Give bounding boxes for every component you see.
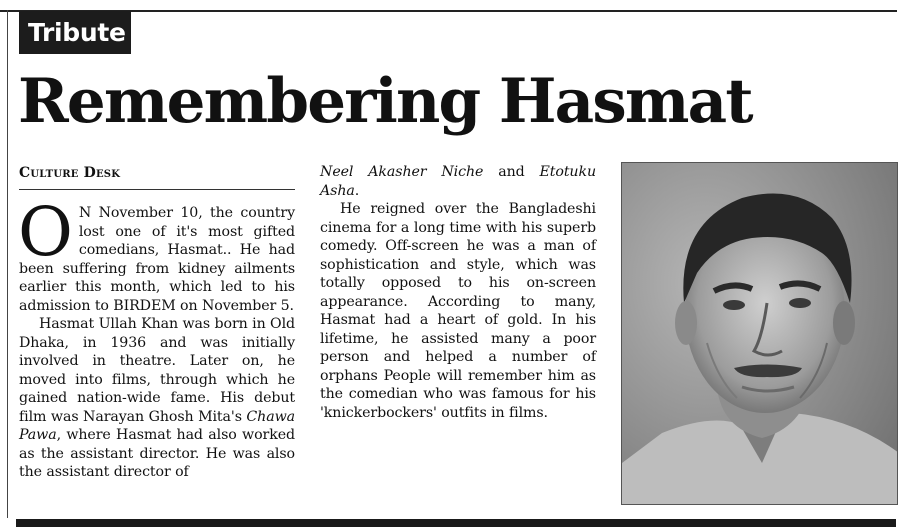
paragraph-2-text: Hasmat Ullah Khan was born in Old Dhaka, in 1936 and was initially involved in theatre. Later on, he moved into films, through which he gained nation-wide fame. His debut film was Narayan Ghosh Mita's	[19, 316, 295, 425]
paragraph-3-text: He reigned over the Bangladeshi cinema for a long time with his superb comedy. Off-screen he was a man of sophistication and style, which was totally opposed to his on-screen appearance. According to many, Hasmat had a heart of gold. In his lifetime, he assisted many a poor person and helped a number of orphans People will remember him as the comedian who was famous for his 'knickerbockers' outfits in films.	[320, 201, 596, 421]
byline: Culture Desk	[19, 165, 121, 181]
bottom-rule	[16, 519, 896, 527]
article-column-2	[320, 163, 596, 422]
paragraph-2-tail-text: , where Hasmat had also worked as the assistant director. He was also the assistant director of	[19, 427, 295, 480]
left-rule	[7, 10, 8, 518]
paragraph-1-text: N November 10, the country lost one of it's most gifted comedians, Hasmat.. He had been suffering from kidney ailments earlier this month, which led to his admission to BIRDEM on November 5.	[19, 205, 295, 314]
portrait-photo	[621, 162, 898, 505]
paragraph-2-end: .	[354, 182, 360, 199]
byline-rule	[19, 189, 295, 190]
portrait-illustration	[622, 163, 898, 505]
paragraph-2	[19, 315, 295, 482]
top-rule	[0, 10, 897, 12]
paragraph-2-cont	[320, 163, 596, 200]
conjunction-text: and	[483, 164, 540, 180]
headline: Remembering Hasmat	[18, 66, 752, 137]
paragraph-1	[18, 193, 295, 315]
film-title-neel-akasher-niche: Neel Akasher Niche	[320, 164, 484, 180]
section-tag: Tribute	[19, 11, 131, 54]
film-title-etotuku-asha: Etotuku Asha	[320, 164, 597, 199]
film-title-chawa-pawa: Chawa Pawa	[19, 408, 295, 443]
article-column-1	[18, 193, 295, 482]
drop-cap: O	[18, 193, 73, 271]
paragraph-3	[320, 200, 596, 422]
